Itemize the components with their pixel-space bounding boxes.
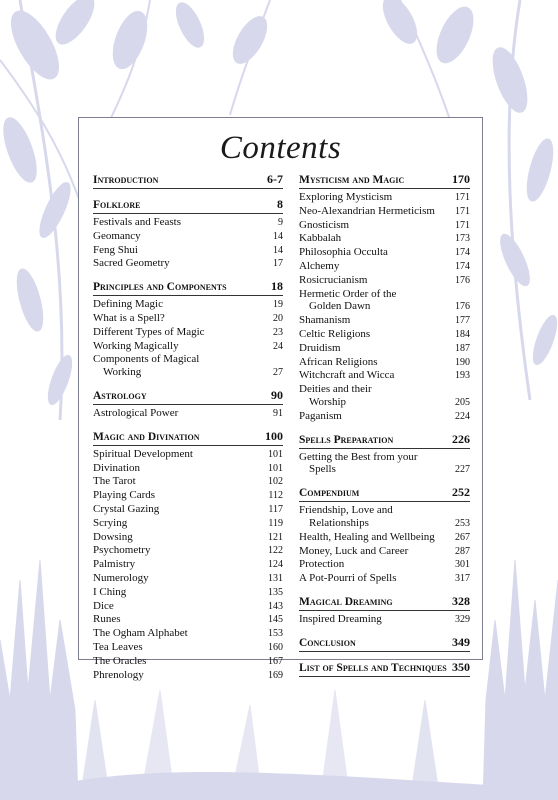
section-page-number: 18 <box>271 279 283 294</box>
entry-page-number: 131 <box>268 572 283 584</box>
section-heading[interactable] <box>299 594 470 611</box>
entry-label: Exploring Mysticism <box>299 191 393 203</box>
section-heading[interactable] <box>299 172 470 189</box>
toc-entry[interactable] <box>299 517 470 531</box>
entry-label: Spells <box>309 463 336 476</box>
entry-page-number: 153 <box>268 628 283 640</box>
entry-page-number: 174 <box>455 260 470 272</box>
entry-label: Rosicrucianism <box>299 273 368 286</box>
toc-entry[interactable] <box>299 232 470 246</box>
entry-label: Friendship, Love and <box>299 504 393 517</box>
toc-section <box>299 432 470 478</box>
toc-entry[interactable] <box>299 342 470 356</box>
entry-label: Working Magically <box>93 339 179 352</box>
page-title: Contents <box>219 130 342 166</box>
section-heading[interactable] <box>93 197 283 214</box>
contents-panel <box>78 117 483 681</box>
entry-page-number: 9 <box>278 217 283 228</box>
toc-entry[interactable] <box>299 572 470 586</box>
toc-entry[interactable] <box>299 274 470 288</box>
entry-label: Paganism <box>299 409 342 422</box>
toc-entry[interactable] <box>93 257 283 271</box>
toc-entry[interactable] <box>299 613 470 627</box>
entry-page-number: 19 <box>273 299 283 311</box>
entry-label: Working <box>103 366 142 379</box>
entry-page-number: 14 <box>273 230 283 242</box>
entry-label: Divination <box>93 461 141 474</box>
entry-label: Spiritual Development <box>93 447 193 460</box>
entry-label: Psychometry <box>93 544 151 557</box>
entry-label: Gnosticism <box>299 218 350 231</box>
entry-page-number: 190 <box>455 356 470 368</box>
entry-label: Shamanism <box>299 314 351 327</box>
toc-entry[interactable] <box>299 191 470 205</box>
section-heading[interactable] <box>299 660 470 677</box>
toc-entry[interactable] <box>93 448 283 462</box>
section-page-number: 170 <box>452 172 470 186</box>
toc-section <box>299 660 470 677</box>
section-heading[interactable] <box>299 432 470 449</box>
entry-label: Phrenology <box>93 668 144 681</box>
section-heading[interactable] <box>299 635 470 652</box>
entry-page-number: 112 <box>268 490 283 502</box>
entry-label: What is a Spell? <box>93 311 165 324</box>
toc-entry[interactable] <box>93 600 283 614</box>
toc-entry[interactable] <box>299 383 470 396</box>
entry-label: Playing Cards <box>93 489 156 502</box>
toc-entry[interactable] <box>93 558 283 572</box>
entry-label: Scrying <box>93 516 128 529</box>
toc-entry[interactable] <box>93 366 283 380</box>
toc-entry[interactable] <box>93 298 283 312</box>
toc-entry[interactable] <box>299 219 470 233</box>
toc-section <box>93 388 283 421</box>
section-heading-label: Mysticism and Magic <box>299 174 405 186</box>
entry-label: Runes <box>93 613 121 626</box>
entry-page-number: 224 <box>455 410 470 422</box>
entry-label: Neo-Alexandrian Hermeticism <box>299 204 435 217</box>
entry-page-number: 24 <box>273 340 283 352</box>
section-heading-label: Folklore <box>93 199 141 211</box>
right-column <box>299 172 470 685</box>
section-heading[interactable] <box>93 429 283 446</box>
toc-entry[interactable] <box>93 489 283 503</box>
entry-label: Money, Luck and Career <box>299 544 409 557</box>
entry-label: Druidism <box>299 341 341 354</box>
toc-entry[interactable] <box>93 586 283 600</box>
toc-entry[interactable] <box>299 451 470 464</box>
entry-label: The Ogham Alphabet <box>93 627 188 640</box>
toc-section <box>93 172 283 189</box>
left-column <box>93 172 283 690</box>
entry-label: Dice <box>93 599 114 612</box>
entry-label: I Ching <box>93 585 127 598</box>
entry-page-number: 301 <box>455 559 470 571</box>
toc-entry[interactable] <box>93 244 283 258</box>
entry-label: Kabbalah <box>299 232 342 245</box>
entry-label: Protection <box>299 558 345 571</box>
entry-page-number: 167 <box>268 655 283 667</box>
toc-section <box>93 279 283 380</box>
section-heading[interactable] <box>93 388 283 405</box>
toc-entry[interactable] <box>299 246 470 260</box>
entry-label: Feng Shui <box>93 243 138 256</box>
entry-label: Different Types of Magic <box>93 325 205 338</box>
toc-entry[interactable] <box>299 545 470 559</box>
entry-page-number: 145 <box>268 614 283 626</box>
section-heading-label: Principles and Components <box>93 281 227 294</box>
toc-entry[interactable] <box>93 216 283 230</box>
entry-label: Witchcraft and Wicca <box>299 369 395 382</box>
toc-section <box>299 594 470 627</box>
toc-entry[interactable] <box>93 641 283 655</box>
entry-label: Golden Dawn <box>309 300 371 313</box>
entry-label: Getting the Best from your <box>299 450 418 463</box>
toc-entry[interactable] <box>299 260 470 274</box>
entry-page-number: 317 <box>455 573 470 585</box>
section-page-number: 8 <box>277 197 283 211</box>
section-page-number: 328 <box>452 593 470 608</box>
entry-page-number: 122 <box>268 545 283 557</box>
toc-entry[interactable] <box>93 613 283 627</box>
section-page-number: 252 <box>452 485 470 500</box>
entry-page-number: 267 <box>455 531 470 543</box>
entry-label: The Tarot <box>93 475 136 488</box>
entry-label: Relationships <box>309 516 369 529</box>
toc-section <box>299 172 470 424</box>
toc-entry[interactable] <box>93 312 283 326</box>
section-heading-label: List of Spells and Techniques <box>299 661 447 674</box>
toc-entry[interactable] <box>93 572 283 586</box>
entry-page-number: 101 <box>268 462 283 474</box>
entry-page-number: 91 <box>273 407 283 419</box>
toc-section <box>299 635 470 652</box>
toc-entry[interactable] <box>93 544 283 558</box>
entry-label: The Oracles <box>93 654 147 667</box>
entry-page-number: 184 <box>455 328 470 340</box>
section-heading-label: Conclusion <box>299 636 356 649</box>
entry-label: A Pot-Pourri of Spells <box>299 572 397 585</box>
entry-label: Crystal Gazing <box>93 502 160 515</box>
toc-entry[interactable] <box>93 462 283 476</box>
entry-page-number: 143 <box>268 600 283 612</box>
entry-page-number: 253 <box>455 517 470 529</box>
entry-page-number: 205 <box>455 396 470 408</box>
entry-page-number: 173 <box>455 233 470 245</box>
entry-label: Inspired Dreaming <box>299 612 382 625</box>
entry-page-number: 23 <box>273 326 283 338</box>
entry-page-number: 287 <box>455 545 470 557</box>
toc-entry[interactable] <box>93 326 283 340</box>
entry-label: Hermetic Order of the <box>299 287 397 300</box>
entry-label: Components of Magical <box>93 353 200 366</box>
entry-label: Philosophia Occulta <box>299 246 388 259</box>
entry-label: Deities and their <box>299 383 372 396</box>
entry-page-number: 101 <box>268 448 283 460</box>
toc-entry[interactable] <box>299 356 470 370</box>
entry-page-number: 174 <box>455 247 470 259</box>
toc-entry[interactable] <box>299 396 470 410</box>
section-page-number: 6-7 <box>267 172 283 186</box>
section-page-number: 350 <box>452 659 470 674</box>
entry-label: Worship <box>309 395 347 408</box>
section-heading[interactable] <box>93 172 283 189</box>
toc-entry[interactable] <box>93 669 283 683</box>
entry-page-number: 177 <box>455 315 470 327</box>
entry-label: African Religions <box>299 355 378 368</box>
entry-page-number: 171 <box>455 205 470 217</box>
toc-entry[interactable] <box>299 369 470 383</box>
toc-entry[interactable] <box>93 531 283 545</box>
toc-entry[interactable] <box>299 314 470 328</box>
entry-page-number: 171 <box>455 219 470 231</box>
section-page-number: 100 <box>265 428 283 443</box>
toc-entry[interactable] <box>299 463 470 477</box>
entry-page-number: 17 <box>273 258 283 270</box>
section-heading[interactable] <box>299 485 470 502</box>
section-page-number: 226 <box>452 431 470 446</box>
section-heading-label: Compendium <box>299 487 360 500</box>
entry-label: Festivals and Feasts <box>93 216 181 228</box>
toc-entry[interactable] <box>299 531 470 545</box>
entry-label: Numerology <box>93 571 149 584</box>
toc-entry[interactable] <box>93 340 283 354</box>
entry-label: Palmistry <box>93 558 136 571</box>
toc-entry[interactable] <box>93 407 283 421</box>
toc-entry[interactable] <box>299 410 470 424</box>
section-heading-label: Magic and Divination <box>93 430 200 443</box>
toc-entry[interactable] <box>299 288 470 301</box>
entry-page-number: 227 <box>455 464 470 476</box>
entry-page-number: 119 <box>268 517 283 529</box>
entry-label: Astrological Power <box>93 406 179 419</box>
section-page-number: 90 <box>271 387 283 402</box>
toc-section <box>93 429 283 683</box>
entry-page-number: 176 <box>455 274 470 286</box>
toc-entry[interactable] <box>93 655 283 669</box>
section-heading-label: Introduction <box>93 174 159 186</box>
toc-section <box>299 485 470 586</box>
entry-page-number: 121 <box>268 531 283 543</box>
entry-label: Celtic Religions <box>299 327 371 340</box>
entry-page-number: 193 <box>455 370 470 382</box>
entry-page-number: 169 <box>268 669 283 681</box>
entry-page-number: 27 <box>273 367 283 379</box>
entry-label: Tea Leaves <box>93 640 143 653</box>
section-heading-label: Spells Preparation <box>299 433 394 446</box>
entry-label: Geomancy <box>93 229 141 242</box>
entry-label: Defining Magic <box>93 298 163 311</box>
toc-entry[interactable] <box>93 503 283 517</box>
toc-entry[interactable] <box>93 627 283 641</box>
toc-entry[interactable] <box>299 205 470 219</box>
toc-entry[interactable] <box>93 517 283 531</box>
toc-entry[interactable] <box>299 504 470 517</box>
entry-label: Health, Healing and Wellbeing <box>299 530 435 543</box>
entry-page-number: 124 <box>268 559 283 571</box>
toc-entry[interactable] <box>299 300 470 314</box>
toc-entry[interactable] <box>299 328 470 342</box>
entry-page-number: 117 <box>268 503 283 515</box>
entry-page-number: 187 <box>455 342 470 354</box>
entry-page-number: 20 <box>273 312 283 324</box>
entry-page-number: 171 <box>455 192 470 203</box>
section-page-number: 349 <box>452 634 470 649</box>
entry-page-number: 176 <box>455 301 470 313</box>
toc-entry[interactable] <box>93 230 283 244</box>
entry-label: Sacred Geometry <box>93 257 170 270</box>
toc-entry[interactable] <box>93 353 283 366</box>
section-heading-label: Astrology <box>93 389 147 402</box>
entry-page-number: 329 <box>455 613 470 625</box>
toc-entry[interactable] <box>299 558 470 572</box>
entry-page-number: 14 <box>273 244 283 256</box>
entry-label: Dowsing <box>93 530 133 543</box>
entry-page-number: 160 <box>268 641 283 653</box>
section-heading[interactable] <box>93 279 283 296</box>
section-heading-label: Magical Dreaming <box>299 595 393 608</box>
toc-entry[interactable] <box>93 475 283 489</box>
entry-page-number: 135 <box>268 586 283 598</box>
entry-page-number: 102 <box>268 476 283 488</box>
toc-section <box>93 197 283 271</box>
entry-label: Alchemy <box>299 259 340 272</box>
